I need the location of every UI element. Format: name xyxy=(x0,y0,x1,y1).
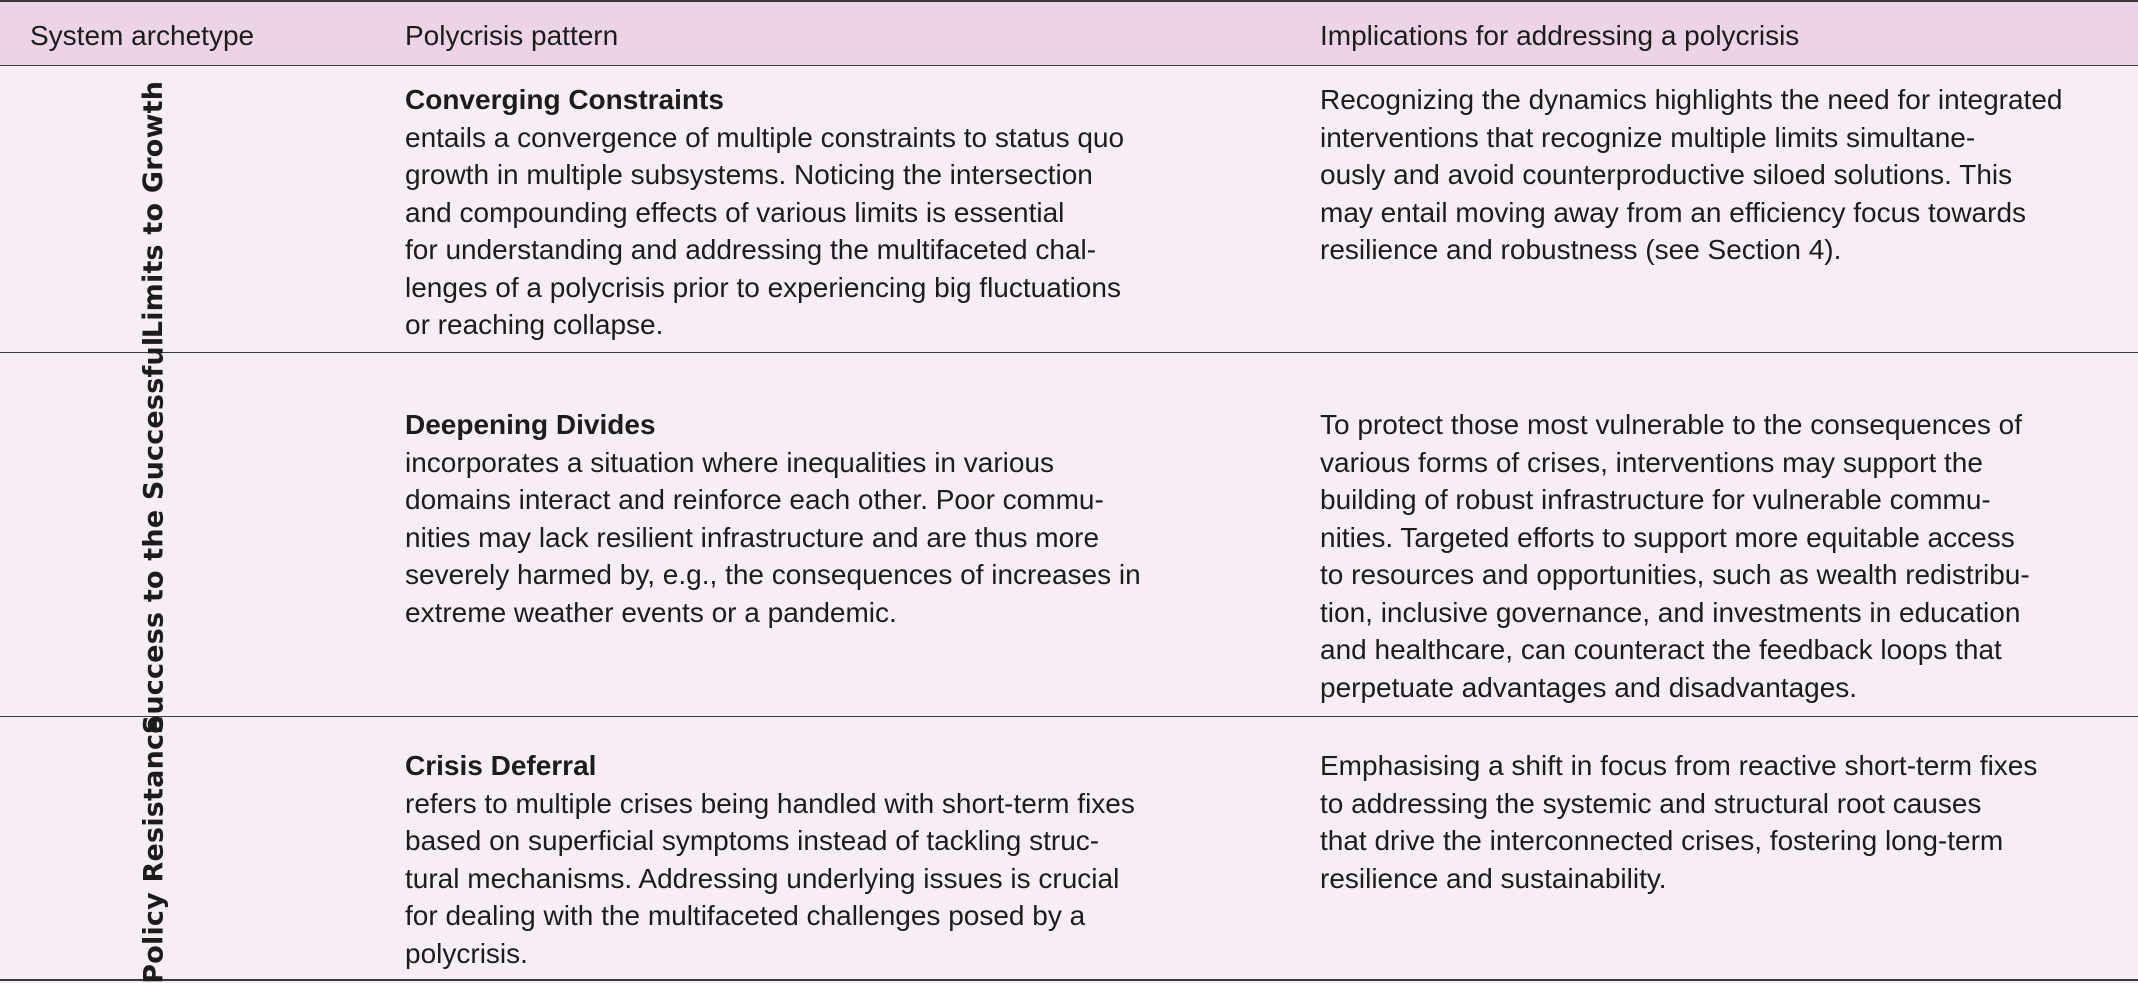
pattern-cell xyxy=(405,747,1205,972)
implication-cell xyxy=(1320,81,2120,269)
pattern-line: tural mechanisms. Addressing underlying issues is crucial xyxy=(405,862,1120,894)
implication-line: building of robust infrastructure for vulnerable commu- xyxy=(1320,484,1991,515)
pattern-title: Converging Constraints xyxy=(405,84,724,115)
pattern-line: incorporates a situation where inequalities in various xyxy=(405,446,1055,478)
implication-line: interventions that recognize multiple limits simultane- xyxy=(1320,121,1976,153)
implication-line: resilience and sustainability. xyxy=(1320,862,1667,894)
pattern-line: nities may lack resilient infrastructure and are thus more xyxy=(405,521,1100,553)
table-row xyxy=(0,714,2138,983)
pattern-line: domains interact and reinforce each other. Poor commu- xyxy=(405,484,1104,515)
archetype-label: Policy Resistance xyxy=(138,714,170,983)
implication-line: may entail moving away from an efficiency focus towards xyxy=(1320,196,2027,228)
table-row xyxy=(0,336,2138,734)
implication-line: various forms of crises, interventions may support the xyxy=(1320,446,1983,478)
implication-cell xyxy=(1320,406,2120,706)
implication-line: Recognizing the dynamics highlights the need for integrated xyxy=(1320,84,2063,115)
implication-line: Emphasising a shift in focus from reactive short-term fixes xyxy=(1320,750,2038,781)
implication-line: To protect those most vulnerable to the consequences of xyxy=(1320,409,2022,440)
pattern-line: entails a convergence of multiple constraints to status quo xyxy=(405,121,1125,153)
implication-line: to resources and opportunities, such as wealth redistribu- xyxy=(1320,559,2030,590)
implication-line: that drive the interconnected crises, fostering long-term xyxy=(1320,825,2004,856)
pattern-line: extreme weather events or a pandemic. xyxy=(405,596,897,628)
archetype-cell xyxy=(118,66,190,353)
implication-line: perpetuate advantages and disadvantages. xyxy=(1320,671,1858,703)
header-system-archetype: System archetype xyxy=(30,20,255,51)
pattern-title: Crisis Deferral xyxy=(405,750,597,781)
implication-line: nities. Targeted efforts to support more equitable access xyxy=(1320,521,2015,553)
pattern-cell xyxy=(405,81,1205,344)
table-row xyxy=(0,66,2138,353)
implication-line: and healthcare, can counteract the feedback loops that xyxy=(1320,634,2002,665)
implication-line: to addressing the systemic and structural root causes xyxy=(1320,787,1982,819)
pattern-line: for understanding and addressing the multifaceted chal- xyxy=(405,234,1097,265)
pattern-line: growth in multiple subsystems. Noticing the intersection xyxy=(405,159,1093,190)
pattern-line: severely harmed by, e.g., the consequences of increases in xyxy=(405,559,1141,590)
implication-line: ously and avoid counterproductive siloed solutions. This xyxy=(1320,159,2013,190)
archetype-label: Limits to Growth xyxy=(138,80,170,339)
archetype-cell xyxy=(118,336,190,734)
pattern-line: or reaching collapse. xyxy=(405,309,664,340)
implication-line: tion, inclusive governance, and investments in education xyxy=(1320,596,2021,628)
implication-line: resilience and robustness (see Section 4). xyxy=(1320,234,1842,265)
pattern-line: and compounding effects of various limits is essential xyxy=(405,196,1065,228)
header-polycrisis-pattern: Polycrisis pattern xyxy=(405,20,619,51)
pattern-line: based on superficial symptoms instead of tackling struc- xyxy=(405,825,1100,856)
pattern-title: Deepening Divides xyxy=(405,409,656,440)
pattern-cell xyxy=(405,406,1205,631)
pattern-line: for dealing with the multifaceted challenges posed by a xyxy=(405,900,1086,931)
implication-cell xyxy=(1320,747,2120,897)
header-implications: Implications for addressing a polycrisis xyxy=(1320,20,1800,51)
pattern-line: lenges of a polycrisis prior to experiencing big fluctuations xyxy=(405,271,1121,303)
pattern-line: refers to multiple crises being handled with short-term fixes xyxy=(405,787,1135,819)
table-header xyxy=(0,0,2138,66)
archetype-label: Success to the Successful xyxy=(138,336,170,734)
pattern-line: polycrisis. xyxy=(405,937,528,969)
archetype-cell xyxy=(118,714,190,983)
